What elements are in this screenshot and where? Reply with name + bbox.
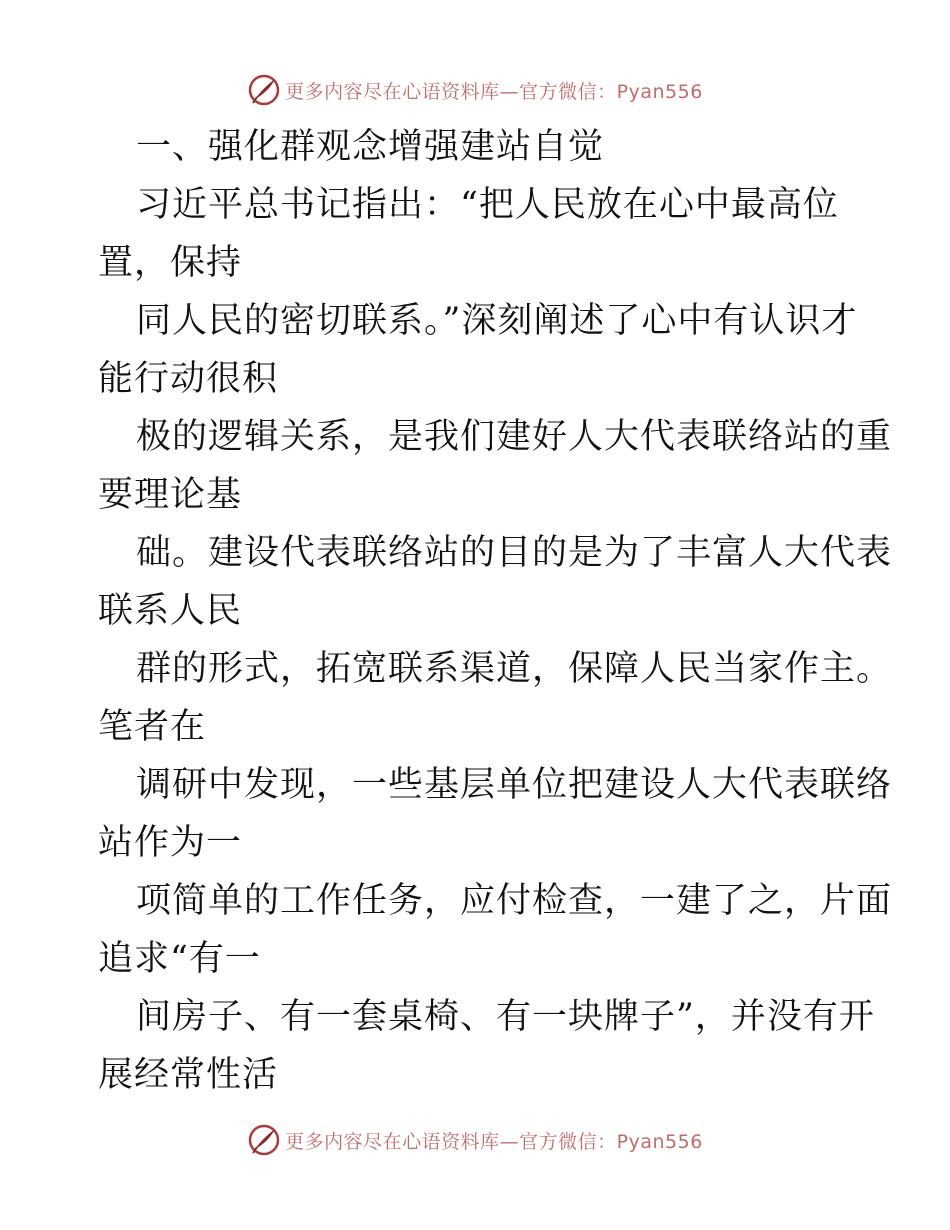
header-banner (0, 70, 950, 110)
paragraph-line: 调研中发现，一些基层单位把建设人大代表联络 (136, 765, 893, 805)
paragraph-line: 项简单的工作任务，应付检查，一建了之，片面 (136, 881, 893, 921)
paragraph-line: 同人民的密切联系。”深刻阐述了心中有认识才 (136, 301, 858, 341)
paragraph-line: 展经常性活 (98, 1055, 279, 1095)
paragraph-line: 础。建设代表联络站的目的是为了丰富人大代表 (136, 533, 893, 573)
footer-banner-text: 更多内容尽在心语资料库—官方微信：Pyan556 (285, 1130, 703, 1153)
header-banner-text: 更多内容尽在心语资料库—官方微信：Pyan556 (285, 80, 703, 103)
paragraph-line: 极的逻辑关系，是我们建好人大代表联络站的重 (136, 417, 893, 457)
paragraph-line: 联系人民 (98, 591, 243, 631)
paragraph-line: 站作为一 (98, 823, 243, 863)
feather-pen-logo-icon (247, 73, 281, 107)
section-heading: 一、强化群观念增强建站自觉 (136, 127, 605, 167)
footer-banner (0, 1120, 950, 1160)
paragraph-line: 习近平总书记指出：“把人民放在心中最高位 (136, 185, 839, 225)
paragraph-line: 置，保持 (98, 243, 243, 283)
paragraph-line: 能行动很积 (98, 359, 279, 399)
paragraph-line: 追求“有一 (98, 939, 261, 979)
feather-pen-logo-icon (247, 1123, 281, 1157)
paragraph-line: 要理论基 (98, 475, 243, 515)
paragraph-line: 笔者在 (98, 707, 207, 747)
paragraph-line: 群的形式，拓宽联系渠道，保障人民当家作主。 (136, 649, 893, 689)
document-body (98, 118, 893, 1104)
paragraph-line: 间房子、有一套桌椅、有一块牌子”，并没有开 (136, 997, 875, 1037)
